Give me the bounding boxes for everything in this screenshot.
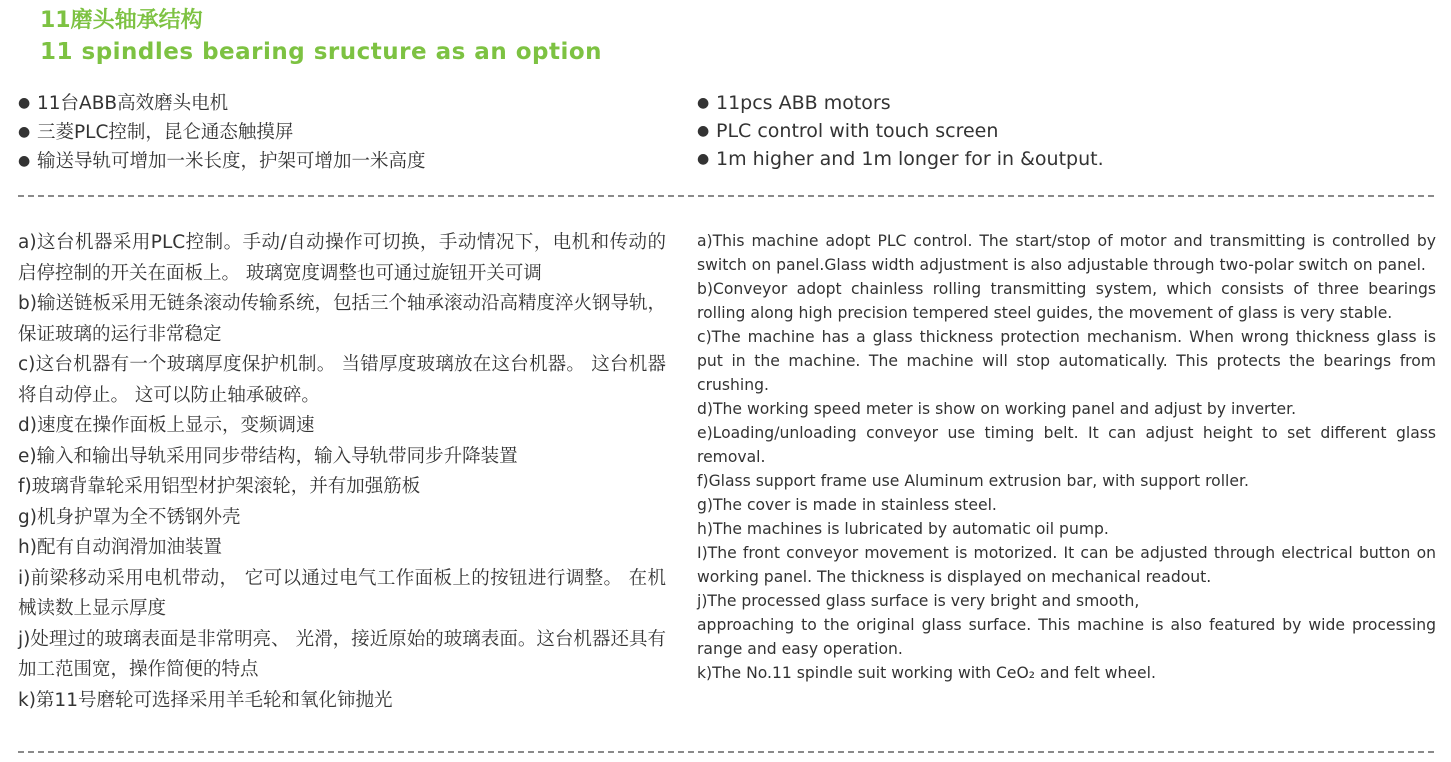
description-item: c)The machine has a glass thickness protection mechanism. When wrong thickness glass is put in the machine. The machine will stop automatically. This protects the bearings from crushing.	[697, 328, 1436, 394]
description-item: e)输入和输出导轨采用同步带结构，输入导轨带同步升降装置	[18, 445, 518, 467]
description-list-en	[697, 229, 1436, 685]
description-item: j)处理过的玻璃表面是非常明亮、 光滑，接近原始的玻璃表面。这台机器还具有加工范围宽，操作简便的特点	[18, 628, 666, 680]
feature-item: ● 输送导轨可增加一米长度，护架可增加一米高度	[18, 147, 426, 176]
feature-item: ● PLC control with touch screen	[697, 117, 1104, 145]
description-item: f)玻璃背靠轮采用铝型材护架滚轮，并有加强筋板	[18, 476, 421, 497]
feature-item: ● 1m higher and 1m longer for in &output.	[697, 145, 1104, 173]
description-item: k)The No.11 spindle suit working with CeO₂ and felt wheel.	[697, 664, 1156, 682]
feature-list-cn	[18, 89, 426, 176]
description-item: approaching to the original glass surface. This machine is also featured by wide processing range and easy operation.	[697, 616, 1436, 658]
feature-item: ● 11台ABB高效磨头电机	[18, 89, 426, 118]
description-item: g)The cover is made in stainless steel.	[697, 496, 997, 514]
feature-item: ● 11pcs ABB motors	[697, 89, 1104, 117]
description-item: b)Conveyor adopt chainless rolling transmitting system, which consists of three bearings rolling along high precision tempered steel guides, the movement of glass is very stable.	[697, 280, 1436, 322]
description-item: i)前梁移动采用电机带动， 它可以通过电气工作面板上的按钮进行调整。 在机械读数上显示厚度	[18, 567, 666, 619]
description-item: h)配有自动润滑加油装置	[18, 537, 222, 558]
description-item: f)Glass support frame use Aluminum extrusion bar, with support roller.	[697, 472, 1249, 490]
description-item: h)The machines is lubricated by automatic oil pump.	[697, 520, 1109, 538]
description-item: b)输送链板采用无链条滚动传输系统，包括三个轴承滚动沿高精度淬火钢导轨，保证玻璃的运行非常稳定	[18, 293, 666, 345]
dashed-divider	[18, 195, 1434, 197]
description-item: d)速度在操作面板上显示，变频调速	[18, 415, 315, 436]
dashed-divider	[18, 751, 1434, 753]
description-item: c)这台机器有一个玻璃厚度保护机制。 当错厚度玻璃放在这台机器。 这台机器将自动停止。 这可以防止轴承破碎。	[18, 354, 666, 406]
description-item: e)Loading/unloading conveyor use timing belt. It can adjust height to set different glass removal.	[697, 424, 1436, 466]
description-item: j)The processed glass surface is very bright and smooth,	[697, 592, 1140, 610]
description-item: k)第11号磨轮可选择采用羊毛轮和氧化铈抛光	[18, 689, 393, 711]
description-item: I)The front conveyor movement is motorized. It can be adjusted through electrical button on working panel. The thickness is displayed on mechanical readout.	[697, 544, 1436, 586]
description-item: g)机身护罩为全不锈钢外壳	[18, 506, 241, 528]
description-list-cn	[18, 228, 666, 716]
description-item: d)The working speed meter is show on working panel and adjust by inverter.	[697, 400, 1297, 418]
feature-item: ● 三菱PLC控制，昆仑通态触摸屏	[18, 118, 426, 147]
section-title-en: 11 spindles bearing sructure as an option	[40, 39, 603, 65]
description-item: a)这台机器采用PLC控制。手动/自动操作可切换，手动情况下，电机和传动的启停控制的开关在面板上。 玻璃宽度调整也可通过旋钮开关可调	[18, 232, 666, 284]
feature-list-en	[697, 89, 1104, 173]
section-title-cn: 11磨头轴承结构	[40, 8, 203, 33]
description-item: a)This machine adopt PLC control. The start/stop of motor and transmitting is controlled by switch on panel.Glass width adjustment is also adjustable through two-polar switch on panel.	[697, 232, 1436, 274]
